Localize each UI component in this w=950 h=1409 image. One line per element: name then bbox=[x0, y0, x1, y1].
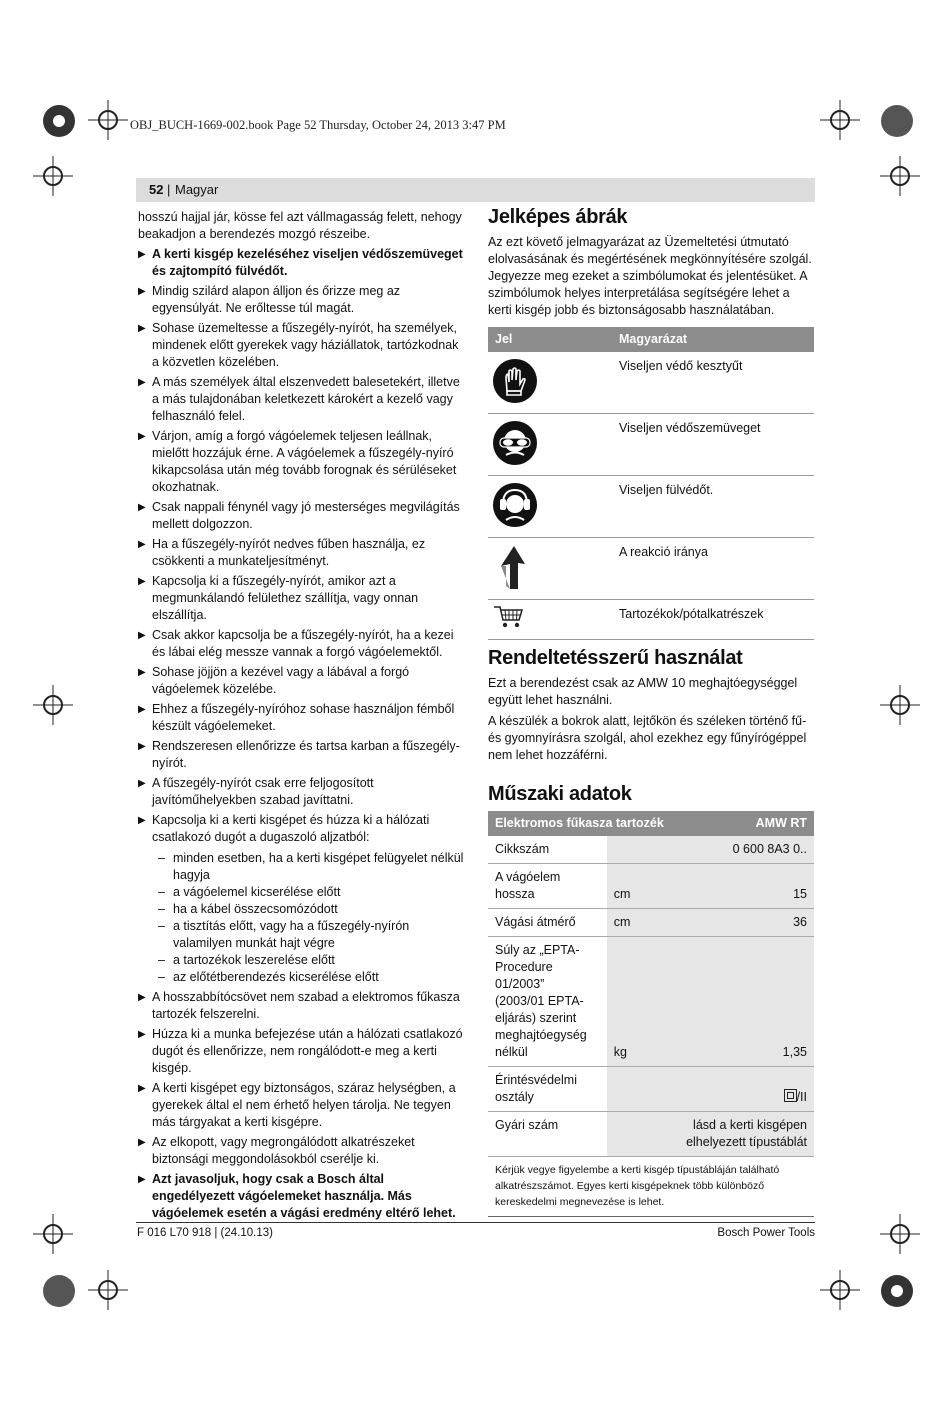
tech-row-value: 1,35 bbox=[672, 937, 814, 1067]
registration-mark-top-right bbox=[876, 100, 918, 142]
book-header: OBJ_BUCH-1669-002.book Page 52 Thursday, October 24, 2013 3:47 PM bbox=[130, 118, 506, 132]
symbol-row bbox=[488, 414, 814, 476]
tech-data-title: Műszaki adatok bbox=[488, 783, 632, 805]
bullet-marker-icon: ▶ bbox=[138, 377, 146, 388]
tech-row-label: Gyári szám bbox=[488, 1112, 607, 1157]
bullet-text: Várjon, amíg a forgó vágóelemek teljesen leállnak, mielőtt hozzájuk érne. A vágóelemek a fűszegély-nyíró kikapcsolása után még tovább forognak és sérüléseket okozhatnak. bbox=[152, 429, 457, 494]
tech-row-label: Súly az „EPTA-Procedure 01/2003” (2003/01 EPTA-eljárás) szerint meghajtóegység nélkül bbox=[488, 937, 607, 1067]
bullet-text: Azt javasoljuk, hogy csak a Bosch által engedélyezett vágóelemeket használja. Más vágóelemek esetén a vágási eredmény eltérő lehet. bbox=[152, 1172, 456, 1220]
ear-protection-icon bbox=[492, 482, 538, 528]
bullet-text: Rendszeresen ellenőrizze és tartsa karban a fűszegély-nyírót. bbox=[152, 739, 460, 770]
bullet-item bbox=[138, 246, 464, 280]
bullet-item bbox=[138, 428, 464, 496]
bullet-text: Csak akkor kapcsolja be a fűszegély-nyírót, ha a kezei és lábai elég messze vannak a forgó vágóelemektől. bbox=[152, 628, 454, 659]
bullet-text: A kerti kisgép kezeléséhez viseljen védőszemüveget és zajtompító fülvédőt. bbox=[152, 247, 463, 278]
symbols-intro: Az ezt követő jelmagyarázat az Üzemeltetési útmutató elolvasásának és megértésének megkönnyítésére szolgál. Jegyezze meg ezeket a szimbólumokat és jelentésüket. A szimbólumok helyes interpretálása segítségére lehet a kerti kisgép jobb és biztonságosabb használatában. bbox=[488, 235, 812, 317]
bullet-marker-icon: ▶ bbox=[138, 1083, 146, 1094]
page-header-language: Magyar bbox=[175, 182, 219, 197]
bullet-text: Sohase üzemeltesse a fűszegély-nyírót, ha személyek, mindenek előtt gyerekek vagy háziállatok, tartózkodnak a közvetlen közelében. bbox=[152, 321, 459, 369]
left-column bbox=[138, 209, 464, 1225]
crosshair-mark-left-bottom bbox=[33, 1214, 73, 1254]
tech-row bbox=[488, 909, 814, 937]
crosshair-mark-left-top bbox=[33, 156, 73, 196]
dash-marker: – bbox=[158, 919, 165, 933]
tech-note: Kérjük vegye figyelembe a kerti kisgép típustábláján található alkatrészszámot. Egyes kerti kisgépeknek több különböző kereskedelmi megnevezése is lehet. bbox=[488, 1157, 814, 1217]
bullet-text: Kapcsolja ki a kerti kisgépet és húzza ki a hálózati csatlakozó dugót a dugaszoló aljzatból: bbox=[152, 813, 430, 844]
safety-goggles-icon bbox=[492, 420, 538, 466]
tech-row-unit: kg bbox=[607, 937, 672, 1067]
crosshair-mark-top-right bbox=[820, 100, 860, 140]
bullet-text: Csak nappali fénynél vagy jó mesterséges megvilágítás mellett dolgozzon. bbox=[152, 500, 460, 531]
crosshair-mark-bottom-right bbox=[820, 1270, 860, 1310]
tech-row bbox=[488, 836, 814, 864]
bullet-item bbox=[138, 536, 464, 570]
bullet-item bbox=[138, 283, 464, 317]
tech-header-label: Elektromos fűkasza tartozék bbox=[488, 811, 672, 836]
tech-row-label: Érintésvédelmi osztály bbox=[488, 1067, 607, 1112]
bullet-text: Húzza ki a munka befejezése után a hálózati csatlakozó dugót és ellenőrizze, nem rongálódott-e meg a kerti kisgép. bbox=[152, 1027, 463, 1075]
tech-row-value: lásd a kerti kisgépen elhelyezett típustáblát bbox=[672, 1112, 814, 1157]
symbol-desc: Viseljen védő kesztyűt bbox=[602, 352, 814, 414]
tech-row bbox=[488, 864, 814, 909]
bullet-text: A más személyek által elszenvedett balesetekért, illetve a más tulajdonában keletkezett károkért a kezelő vagy felhasználó felel. bbox=[152, 375, 460, 423]
tech-row-value: 15 bbox=[672, 864, 814, 909]
crosshair-mark-right-top bbox=[880, 156, 920, 196]
symbol-desc: Tartozékok/pótalkatrészek bbox=[602, 600, 814, 640]
dash-item bbox=[138, 969, 464, 986]
crosshair-mark-left-middle bbox=[33, 685, 73, 725]
bullet-marker-icon: ▶ bbox=[138, 667, 146, 678]
bullet-item bbox=[138, 627, 464, 661]
tech-row-label: Cikkszám bbox=[488, 836, 607, 864]
bullet-item bbox=[138, 320, 464, 371]
tech-row-value bbox=[672, 1067, 814, 1112]
dash-text: a tartozékok leszerelése előtt bbox=[173, 953, 335, 967]
dash-text: minden esetben, ha a kerti kisgépet felügyelet nélkül hagyja bbox=[173, 851, 464, 882]
intended-use-para: A készülék a bokrok alatt, lejtőkön és széleken történő fű- és gyomnyírásra szolgál, ahol ezekhez egy fűnyírógéppel nem lehet hozzáférni. bbox=[488, 714, 807, 762]
bullet-text: Ehhez a fűszegély-nyíróhoz sohase használjon fémből készült vágóelemeket. bbox=[152, 702, 455, 733]
bullet-text: Az elkopott, vagy megrongálódott alkatrészeket biztonsági meggondolásokból cserélje ki. bbox=[152, 1135, 415, 1166]
bullet-marker-icon: ▶ bbox=[138, 630, 146, 641]
bullet-item bbox=[138, 573, 464, 624]
intended-use-title: Rendeltetésszerű használat bbox=[488, 647, 743, 669]
bullet-text: Mindig szilárd alapon álljon és őrizze meg az egyensúlyát. Ne erőltesse túl magát. bbox=[152, 284, 401, 315]
crosshair-mark-top-left bbox=[88, 100, 128, 140]
tech-row-unit: cm bbox=[607, 909, 672, 937]
dash-text: a vágóelemel kicserélése előtt bbox=[173, 885, 341, 899]
bullet-marker-icon: ▶ bbox=[138, 1174, 146, 1185]
bullet-text: Kapcsolja ki a fűszegély-nyírót, amikor azt a megmunkálandó felülethez szállítja, vagy onnan elszállítja. bbox=[152, 574, 419, 622]
bullet-marker-icon: ▶ bbox=[138, 576, 146, 587]
bullet-item bbox=[138, 1080, 464, 1131]
reaction-direction-arrow-icon bbox=[492, 544, 532, 590]
bullet-marker-icon: ▶ bbox=[138, 249, 146, 260]
dash-text: az előtétberendezés kicserélése előtt bbox=[173, 970, 379, 984]
dash-text: ha a kábel összecsomózódott bbox=[173, 902, 338, 916]
tech-row-value: 0 600 8A3 0.. bbox=[672, 836, 814, 864]
bullet-marker-icon: ▶ bbox=[138, 1029, 146, 1040]
symbol-row bbox=[488, 538, 814, 600]
footer-rule bbox=[136, 1222, 815, 1223]
bullet-marker-icon: ▶ bbox=[138, 539, 146, 550]
safety-bullets-b bbox=[138, 989, 464, 1222]
unplug-conditions-list bbox=[138, 850, 464, 986]
tech-note-row bbox=[488, 1157, 814, 1217]
bullet-marker-icon: ▶ bbox=[138, 286, 146, 297]
tech-row bbox=[488, 1067, 814, 1112]
symbols-table bbox=[488, 327, 814, 640]
bullet-item bbox=[138, 989, 464, 1023]
right-column bbox=[488, 206, 814, 1217]
footer-left: F 016 L70 918 | (24.10.13) bbox=[137, 1227, 273, 1239]
footer-right: Bosch Power Tools bbox=[717, 1227, 815, 1239]
bullet-marker-icon: ▶ bbox=[138, 741, 146, 752]
tech-header-model: AMW RT bbox=[672, 811, 814, 836]
bullet-item bbox=[138, 499, 464, 533]
intended-use-para: Ezt a berendezést csak az AMW 10 meghajtóegységgel együtt lehet használni. bbox=[488, 676, 798, 707]
tech-row-label: A vágóelem hossza bbox=[488, 864, 607, 909]
bullet-marker-icon: ▶ bbox=[138, 1137, 146, 1148]
registration-mark-top-left bbox=[38, 100, 80, 142]
bullet-marker-icon: ▶ bbox=[138, 778, 146, 789]
bullet-marker-icon: ▶ bbox=[138, 502, 146, 513]
dash-item bbox=[138, 884, 464, 901]
dash-item bbox=[138, 952, 464, 969]
page-header-separator: | bbox=[167, 182, 171, 197]
bullet-marker-icon: ▶ bbox=[138, 992, 146, 1003]
safety-bullets-a bbox=[138, 246, 464, 846]
tech-data-table bbox=[488, 811, 814, 1217]
page-number: 52 bbox=[149, 182, 164, 197]
intro-continuation: hosszú hajjal jár, kösse fel azt vállmagasság felett, nehogy beakadjon a berendezés mozgó részeibe. bbox=[138, 210, 462, 241]
tech-row-value: 36 bbox=[672, 909, 814, 937]
crosshair-mark-right-middle bbox=[880, 685, 920, 725]
bullet-text: A fűszegély-nyírót csak erre feljogosított javítóműhelyekben szabad javíttatni. bbox=[152, 776, 374, 807]
bullet-item bbox=[138, 1134, 464, 1168]
bullet-item bbox=[138, 1171, 464, 1222]
bullet-item bbox=[138, 775, 464, 809]
tech-row-unit bbox=[607, 1112, 672, 1157]
tech-row-label: Vágási átmérő bbox=[488, 909, 607, 937]
symbols-title: Jelképes ábrák bbox=[488, 206, 628, 228]
protection-class-ii-icon bbox=[784, 1089, 797, 1102]
gloves-icon bbox=[492, 358, 538, 404]
symbol-desc: A reakció iránya bbox=[602, 538, 814, 600]
bullet-item bbox=[138, 1026, 464, 1077]
bullet-marker-icon: ▶ bbox=[138, 704, 146, 715]
tech-row-unit bbox=[607, 1067, 672, 1112]
dash-item bbox=[138, 918, 464, 952]
bullet-item bbox=[138, 701, 464, 735]
symbol-desc: Viseljen fülvédőt. bbox=[602, 476, 814, 538]
bullet-marker-icon: ▶ bbox=[138, 323, 146, 334]
dash-marker: – bbox=[158, 970, 165, 984]
symbol-desc: Viseljen védőszemüveget bbox=[602, 414, 814, 476]
tech-row-unit bbox=[607, 836, 672, 864]
bullet-text: Ha a fűszegély-nyírót nedves fűben használja, ez csökkenti a munkateljesítményt. bbox=[152, 537, 426, 568]
crosshair-mark-right-bottom bbox=[880, 1214, 920, 1254]
bullet-marker-icon: ▶ bbox=[138, 815, 146, 826]
symbol-row bbox=[488, 476, 814, 538]
registration-mark-bottom-left bbox=[38, 1270, 80, 1312]
bullet-text: Sohase jöjjön a kezével vagy a lábával a forgó vágóelemek közelébe. bbox=[152, 665, 410, 696]
tech-row bbox=[488, 1112, 814, 1157]
symbols-col-symbol: Jel bbox=[488, 327, 602, 352]
dash-item bbox=[138, 901, 464, 918]
dash-marker: – bbox=[158, 902, 165, 916]
dash-text: a tisztítás előtt, vagy ha a fűszegély-nyírón valamilyen munkát hajt végre bbox=[173, 919, 410, 950]
dash-marker: – bbox=[158, 953, 165, 967]
symbol-row bbox=[488, 352, 814, 414]
dash-marker: – bbox=[158, 885, 165, 899]
tech-row-unit: cm bbox=[607, 864, 672, 909]
dash-marker: – bbox=[158, 851, 165, 865]
shopping-cart-icon bbox=[492, 604, 526, 630]
symbol-row bbox=[488, 600, 814, 640]
symbols-col-meaning: Magyarázat bbox=[602, 327, 814, 352]
bullet-text: A hosszabbítócsövet nem szabad a elektromos fűkasza tartozék felszerelni. bbox=[152, 990, 460, 1021]
crosshair-mark-bottom-left bbox=[88, 1270, 128, 1310]
bullet-marker-icon: ▶ bbox=[138, 431, 146, 442]
tech-row bbox=[488, 937, 814, 1067]
bullet-text: A kerti kisgépet egy biztonságos, száraz helységben, a gyerekek által el nem érhető helyen tárolja. Ne tegyen más tárgyakat a kerti kisgépre. bbox=[152, 1081, 456, 1129]
page-header bbox=[136, 178, 815, 202]
bullet-item bbox=[138, 812, 464, 846]
registration-mark-bottom-right bbox=[876, 1270, 918, 1312]
protection-class-text: /II bbox=[796, 1090, 807, 1104]
bullet-item bbox=[138, 374, 464, 425]
bullet-item bbox=[138, 738, 464, 772]
bullet-item bbox=[138, 664, 464, 698]
dash-item bbox=[138, 850, 464, 884]
